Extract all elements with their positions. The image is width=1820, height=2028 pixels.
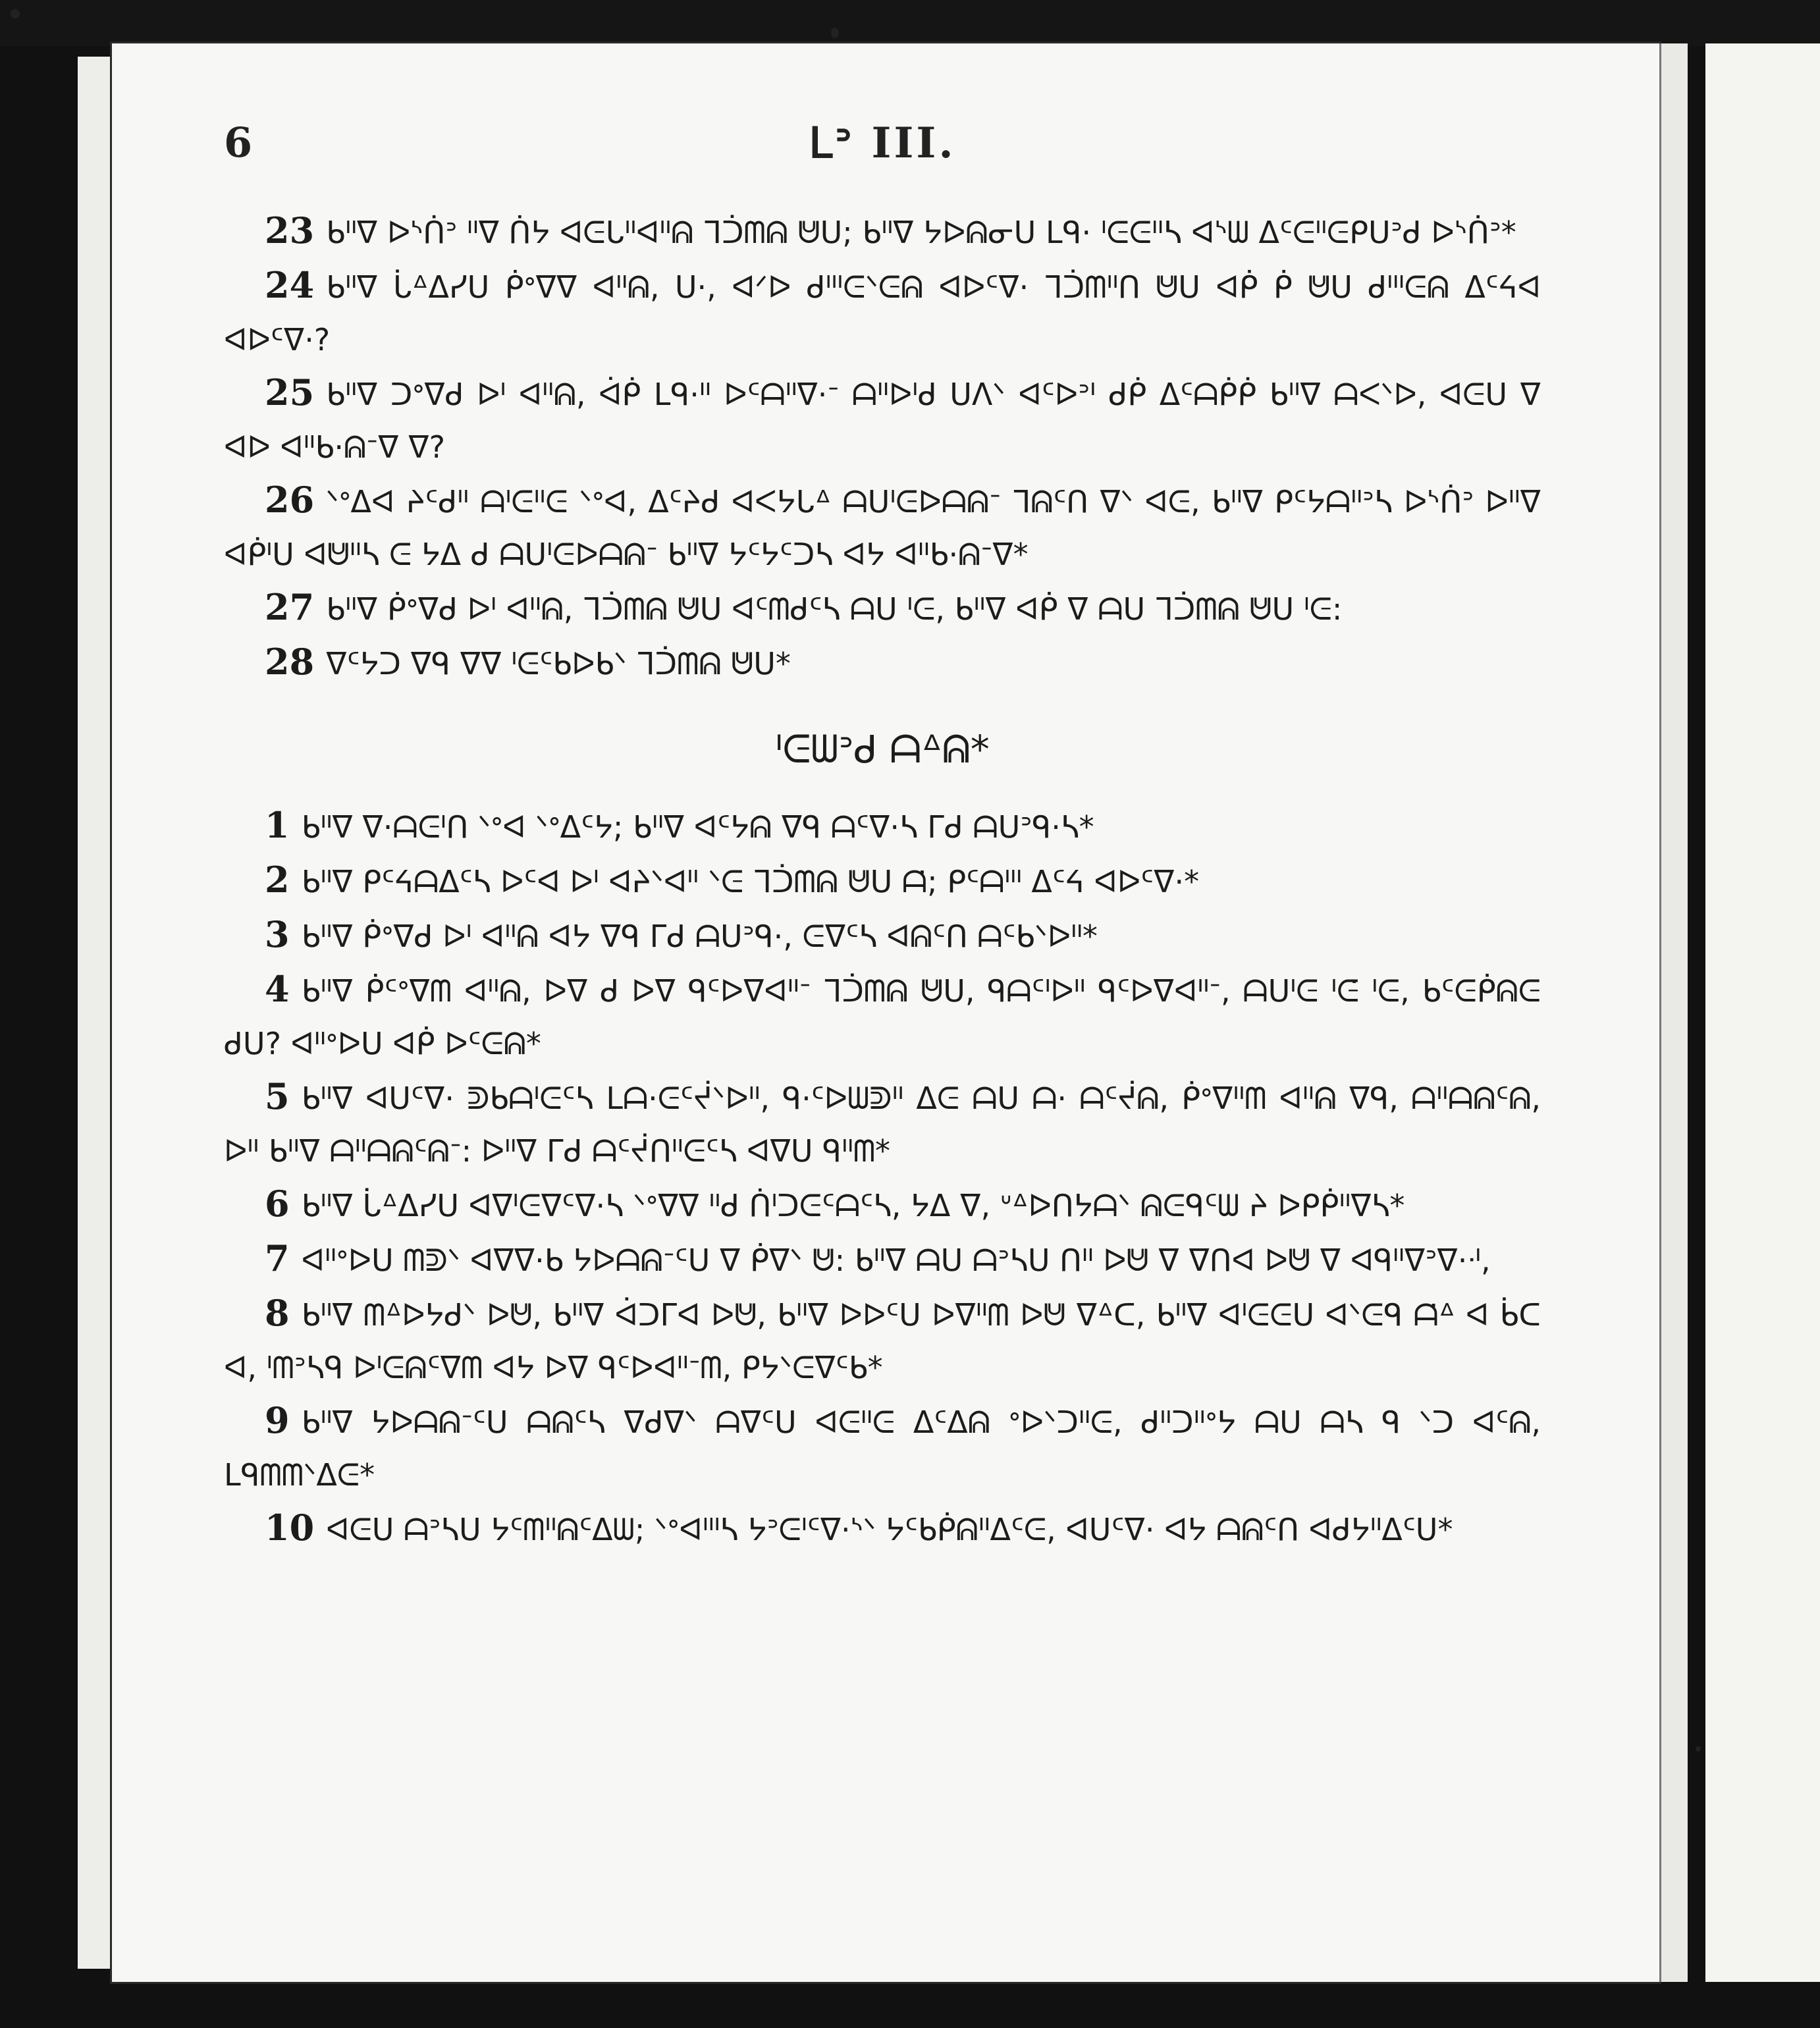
verse-text: ᐁᑦᔭᑐ ᐁᑫ ᐁᐁ ᑊᕮᑦᑲᐅᑲᐠ ᒣᑑᗰᕱ ᕰᑌ* (326, 646, 791, 681)
verse (224, 581, 1541, 635)
verse-text: ᑲᐦᐁ ᑭᑦᔦᗩᐃᑦᓴ ᐅᑦᐊ ᐅᑊ ᐊᔨᐠᐊᐦ ᐠᕮ ᒣᑑᗰᕱ ᕰᑌ ᗩ̇; ᑭᑦᗩᑊᐦ ᐃᑦᔦ ᐊᐅᑦᐁ·* (301, 864, 1200, 899)
verse-text: ᑲᐦᐁ ᒑᐞᐃᓯᑌ ᑮᐤᐁᐁ ᐊᐦᕱ, ᑌ·, ᐊᐟᐅ ᑯᐦᑊᕮᐠᕮᕱ ᐊᐅᑦᐁ· ᒣᑑᗰᐦᑎ ᕰᑌ ᐊᑮ ᑮ ᕰᑌ ᑯᐦᑊᕮᕱ ᐃᑦᔦᐊ ᐊᐅᑦᐁ·? (224, 269, 1541, 358)
verse-text: ᑲᐦᐁ ᑐᐤᐁᑯ ᐅᑊ ᐊᐦᕱ, ᐋᑮ ᒪᑫ·ᐦ ᐅᑦᗩᐦᐁ·ᐨ ᗩᐦᐅᑊᑯ ᑌᐱᐠ ᐊᑦᐅᐣᑊ ᑯᑮ ᐃᑦᗩᑮᑮ ᑲᐦᐁ ᗩᐸᐠᐅ, ᐊᕮᑌ ᐁ ᐊᐅ ᐊᐦᑲ·ᕱᐨᐁ ᐁ? (224, 377, 1541, 465)
running-head (224, 112, 1541, 184)
verse (224, 473, 1541, 581)
verse (224, 1394, 1541, 1501)
scan-speck (1696, 1746, 1701, 1751)
page-content (224, 112, 1541, 1556)
verse (224, 1070, 1541, 1177)
verse-text: ᑲᐦᐁ ᔭᐅᗩᕱᐨᑦᑌ ᗩᕱᑦᓴ ᐁᑯᐁᐠ ᗩᐁᑦᑌ ᐊᕮᐦᕮ ᐃᑦᐃᕱ ᐤᐅᐠᑐᐦᕮ, ᑯᐦᑐᐦᐤᔭ ᗩᑌ ᗩᓴ ᑫ ᐠᑐ ᐊᑦᕱ, ᒪᑫᗰᗰᐠᐃᕮ* (224, 1404, 1541, 1493)
verse-number: 7 (265, 1237, 290, 1279)
verse (224, 1232, 1541, 1287)
page-number: 6 (224, 119, 253, 167)
verse-text: ᑲᐦᐁ ᑮᑦᐤᐁᗰ ᐊᐦᕱ, ᐅᐁ ᑯ ᐅᐁ ᑫᑦᐅᐁᐊᐦᐨ ᒣᑑᗰᕱ ᕰᑌ, ᑫᗩᑦᑊᐅᐦ ᑫᑦᐅᐁᐊᐦᐨ, ᗩᑌᑊᕮ ᑊᕮ̇ ᑊᕮ, ᑲᑦᕮᑮᕱᕮ ᑯᑌ? ᐊᐦᐤᐅᑌ ᐊᑮ ᐅᑦᕮᕱ* (224, 973, 1541, 1061)
verse (224, 204, 1541, 259)
section-heading: ᑊᕮᗯᐣᑯ ᗩᐞᕱ* (775, 727, 990, 772)
verse-number: 24 (265, 264, 315, 306)
verse (224, 259, 1541, 366)
verse (224, 635, 1541, 690)
verse-number: 6 (265, 1183, 290, 1225)
verse-text: ᑲᐦᐁ ᐁ·ᗩᕮᑊᑎ ᐠᐤᐊ ᐠᐤᐃᑦᔭ; ᑲᐦᐁ ᐊᑦᔭᕱ ᐁᑫ ᗩᑦᐁ·ᓴ ᒥᑯ ᗩᑌᐣᑫ·ᓴ* (301, 809, 1094, 845)
verse-number: 27 (265, 586, 315, 628)
verse-number: 2 (265, 859, 290, 901)
verse-text: ᐠᐤᐃᐊ ᔨᑦᑯᐦ ᗩᑊᕮᐦᕮ ᐠᐤᐊ, ᐃᑦᔨᑯ ᐊᐸᔭᒐᐞ ᗩᑌᑊᕮᐅᗩᕱᐨ ᒣᕱᑦᑎ ᐁᐠ ᐊᕮ, ᑲᐦᐁ ᑭᑦᔭᗩᐦᐣᓴ ᐅᔅᑏᐣ ᐅᐦᐁ ᐊᑮᑊᑌ ᐊᕰᐦᓴ ᕮ ᔭᐃ ᑯ ᗩᑌᑊᕮᐅᗩᕱᐨ ᑲᐦᐁ ᔭᑦᔭᑦᑐᓴ ᐊᔭ ᐊᐦᑲ·ᕱᐨᐁ* (224, 484, 1541, 572)
scan-speck (831, 28, 839, 38)
verse (224, 908, 1541, 963)
verse (224, 1177, 1541, 1232)
verse-text: ᑲᐦᐁ ᗰᐞᐅᔭᑯᐠ ᐅᕰ, ᑲᐦᐁ ᐋᑐᒥᐊ ᐅᕰ, ᑲᐦᐁ ᐅᐅᑦᑌ ᐅᐁᐦᗰ ᐅᕰ ᐁᐞᑕ, ᑲᐦᐁ ᐊᑊᕮᕮᑌ ᐊᐠᕮᑫ ᗩ̇ᐞ ᐊ ᑳᑕ ᐊ, ᑊᗰᐣᓴᑫ ᐅᑊᕮᕱᑦᐁᗰ ᐊᔭ ᐅᐁ ᑫᑦᐅᐊᐦᐨᗰ, ᑭᔭᐠᕮᐁᑦᑲ* (224, 1297, 1541, 1385)
chapter3-verses (224, 204, 1541, 690)
verse-number: 10 (265, 1507, 315, 1549)
chapter-title: ᒪᐣ III. (809, 119, 956, 168)
verse-number: 5 (265, 1075, 290, 1117)
verse-text: ᑲᐦᐁ ᐊᑌᑦᐁ· ᕲᑲᗩᑊᕮᑦᓴ ᒪᗩ·ᕮᑦᔫᐠᐅᐦ, ᑫ·ᑦᐅᗯᕲᐦ ᐃᕮ ᗩᑌ ᗩ· ᗩᑦᔫᕱ, ᑮᐤᐁᐦᗰ ᐊᐦᕱ ᐁᑫ, ᗩᐦᗩᕱᑦᕱ, ᐅᐦ ᑲᐦᐁ ᗩᐦᗩᕱᑦᕱᐨ: ᐅᐦᐁ ᒥᑯ ᗩᑦᔫᑎᐦᕮᑦᓴ ᐊᐁᑌ ᑫᐦᗰ* (224, 1081, 1541, 1169)
verse-text: ᑲᐦᐁ ᐅᔅᑏᐣ ᐦᐁ ᑏᔭ ᐊᕮᒐᐦᐊᐦᕱ ᒣᑑᗰᕱ ᕰᑌ; ᑲᐦᐁ ᔭᐅᕱᓂᑌ ᒪᑫ· ᑊᕮᕮᐦᓴ ᐊᔅᗯ ᐃᑦᕮᐦᕮᑭᑌᐣᑯ ᐅᔅᑏᐣ* (326, 215, 1516, 250)
verse-number: 8 (265, 1292, 290, 1334)
verse-number: 3 (265, 913, 290, 955)
verse (224, 853, 1541, 908)
scan-speck (11, 9, 20, 18)
verse (224, 1287, 1541, 1394)
verse-number: 28 (265, 641, 315, 683)
verse-text: ᑲᐦᐁ ᑮᐤᐁᑯ ᐅᑊ ᐊᐦᕱ ᐊᔭ ᐁᑫ ᒥᑯ ᗩᑌᐣᑫ·, ᕮᐁᑦᓴ ᐊᕱᑦᑎ ᗩᑦᑲᐠᐅᐦ* (301, 919, 1098, 954)
page-gutter-right (1659, 43, 1688, 1982)
scan-background (0, 0, 1820, 46)
verse (224, 1501, 1541, 1556)
adjacent-page-edge (1705, 43, 1820, 1982)
verse-number: 4 (265, 968, 290, 1010)
verse (224, 963, 1541, 1070)
verse-number: 25 (265, 371, 315, 414)
verse-text: ᐊᕮᑌ ᗩᐣᓴᑌ ᔭᑦᗰᐦᕱᑦᐃᗯ; ᐠᐤᐊᐦᑊᓴ ᔭᐣᕮᑊᑦᐁ·ᔅᐠ ᔭᑦᑲᑮᕱᐦᐃᑦᕮ, ᐊᑌᑦᐁ· ᐊᔭ ᗩᕱᑦᑎ ᐊᑯᔭᐦᐃᑦᑌ* (326, 1512, 1453, 1547)
verse-number: 9 (265, 1399, 290, 1441)
chapter4-verses (224, 799, 1541, 1556)
verse-number: 23 (265, 209, 315, 252)
verse (224, 799, 1541, 853)
verse-text: ᑲᐦᐁ ᑮᐤᐁᑯ ᐅᑊ ᐊᐦᕱ, ᒣᑑᗰᕱ ᕰᑌ ᐊᑦᗰᑯᑦᓴ ᗩᑌ ᑊᕮ, ᑲᐦᐁ ᐊᑮ ᐁ ᗩᑌ ᒣᑑᗰᕱ ᕰᑌ ᑊᕮ: (326, 591, 1343, 627)
verse-text: ᐊᐦᐤᐅᑌ ᗰᕲᐠ ᐊᐁᐁ·ᑲ ᔭᐅᗩᕱᐨᑦᑌ ᐁ ᑮᐁᐠ ᕰ: ᑲᐦᐁ ᗩᑌ ᗩᐣᓴᑌ ᑎᑊᑊ ᐅᕰ ᐁ ᐁᑎᐊ ᐅᕰ ᐁ ᐊᑫᐦᐁᐣᐁ·ᐧᑊ, (301, 1242, 1491, 1278)
verse (224, 366, 1541, 473)
verse-number: 26 (265, 479, 315, 521)
verse-text: ᑲᐦᐁ ᒑᐞᐃᓯᑌ ᐊᐁᑊᕮᐁᑦᐁ·ᓴ ᐠᐤᐁᐁ ᐦᑯ ᑏᑊᑐᕮᑦᗩᑦᓴ, ᔭᐃ ᐁ, ᐡᐞᐅᑎᔭᗩᐠ ᕱᕮᑫᑦᗯ ᔨ ᐅᑭᑮᐦᐁᓴ* (301, 1188, 1405, 1223)
verse-number: 1 (265, 804, 290, 846)
